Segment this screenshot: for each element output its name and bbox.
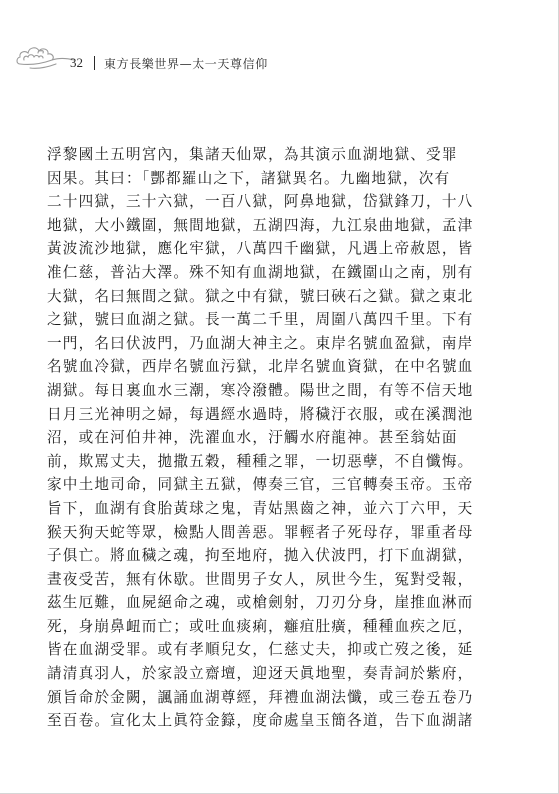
text-line: 家中土地司命，同獄主五獄，傳奏三官，三官轉奏玉帝。玉帝 <box>47 476 474 494</box>
text-line: 浮黎國土五明宮內，集諸天仙眾，為其演示血湖地獄、受罪 <box>47 146 458 163</box>
text-line: 因果。其曰：「酆都羅山之下，諸獄異名。九幽地獄，次有 <box>47 169 451 187</box>
text-line: 沼，或在河伯井神，洗濯血水，汙觸水府龍神。甚至翁姑面 <box>47 429 458 447</box>
text-line: 死，身崩鼻衄而亡；或吐血痰痢，癰疽肚癀，種種血疾之厄， <box>47 617 474 635</box>
text-line: 子俱亡。將血穢之魂，拘至地府，拋入伏波門，打下血湖獄， <box>47 547 474 565</box>
text-line: 請清真羽人，於家設立齋壇，迎迓天眞地聖，奏青詞於紫府， <box>47 665 474 683</box>
text-line: 大獄，名曰無間之獄。獄之中有獄，號曰硤石之獄。獄之東北 <box>47 287 474 305</box>
text-line: 皆在血湖受罪。或有孝順兒女，仁慈丈夫，抑或亡歿之後，延 <box>47 641 474 659</box>
text-line: 之獄，號曰血湖之獄。長一萬二千里，周圍八萬四千里。下有 <box>47 311 474 329</box>
page-number: 32 <box>70 55 83 70</box>
text-line: 准仁慈，普沾大澤。殊不知有血湖地獄，在鐵圍山之南，別有 <box>47 263 474 281</box>
book-title: 東方長樂世界—太一天尊信仰 <box>104 56 268 71</box>
text-line: 二十四獄，三十六獄，一百八獄，阿鼻地獄，岱獄鋒刀，十八 <box>47 193 474 211</box>
text-line: 至百卷。宣化太上眞符金籙，度命處皇玉簡各道，告下血湖諸 <box>47 712 474 730</box>
text-line: 猴天狗天蛇等眾，檢點人間善惡。罪輕者子死母存，罪重者母 <box>47 523 474 541</box>
text-line: 黃波流沙地獄，應化牢獄，八萬四千幽獄，凡遇上帝赦恩，皆 <box>47 240 474 258</box>
text-line: 頒旨命於金闕，諷誦血湖尊經，拜禮血湖法懺，或三卷五卷乃 <box>47 688 474 706</box>
text-line: 前，欺罵丈夫，拋撒五穀，種種之罪，一切惡孽，不自懺悔。 <box>47 452 474 470</box>
text-line: 晝夜受苦，無有休歇。世間男子女人，夙世今生，冤對受報， <box>47 570 474 588</box>
running-header <box>70 53 268 73</box>
text-line: 一門，名曰伏波門，乃血湖大神主之。東岸名號血盈獄，南岸 <box>47 334 474 352</box>
cloud-ornament-icon <box>14 36 78 76</box>
body-paragraph <box>47 143 517 733</box>
text-line: 日月三光神明之婦，每遇經水過時，將穢汙衣服，或在溪潤池 <box>47 405 474 423</box>
text-line: 旨下，血湖有食胎黃球之鬼，青姑黑齒之神，並六丁六甲，天 <box>47 499 474 517</box>
header-divider <box>94 56 95 70</box>
text-line: 地獄，大小鐵圍，無間地獄，五湖四海，九江泉曲地獄，孟津 <box>47 216 474 234</box>
text-line: 名號血冷獄，西岸名號血污獄，北岸名號血資獄，在中名號血 <box>47 358 474 376</box>
text-line: 湖獄。每日裏血水三潮，寒冷潑體。陽世之間，有等不信天地 <box>47 381 474 399</box>
text-line: 茲生厄難，血屍絕命之魂，或槍劍射，刀刃分身，崖推血淋而 <box>47 594 474 612</box>
